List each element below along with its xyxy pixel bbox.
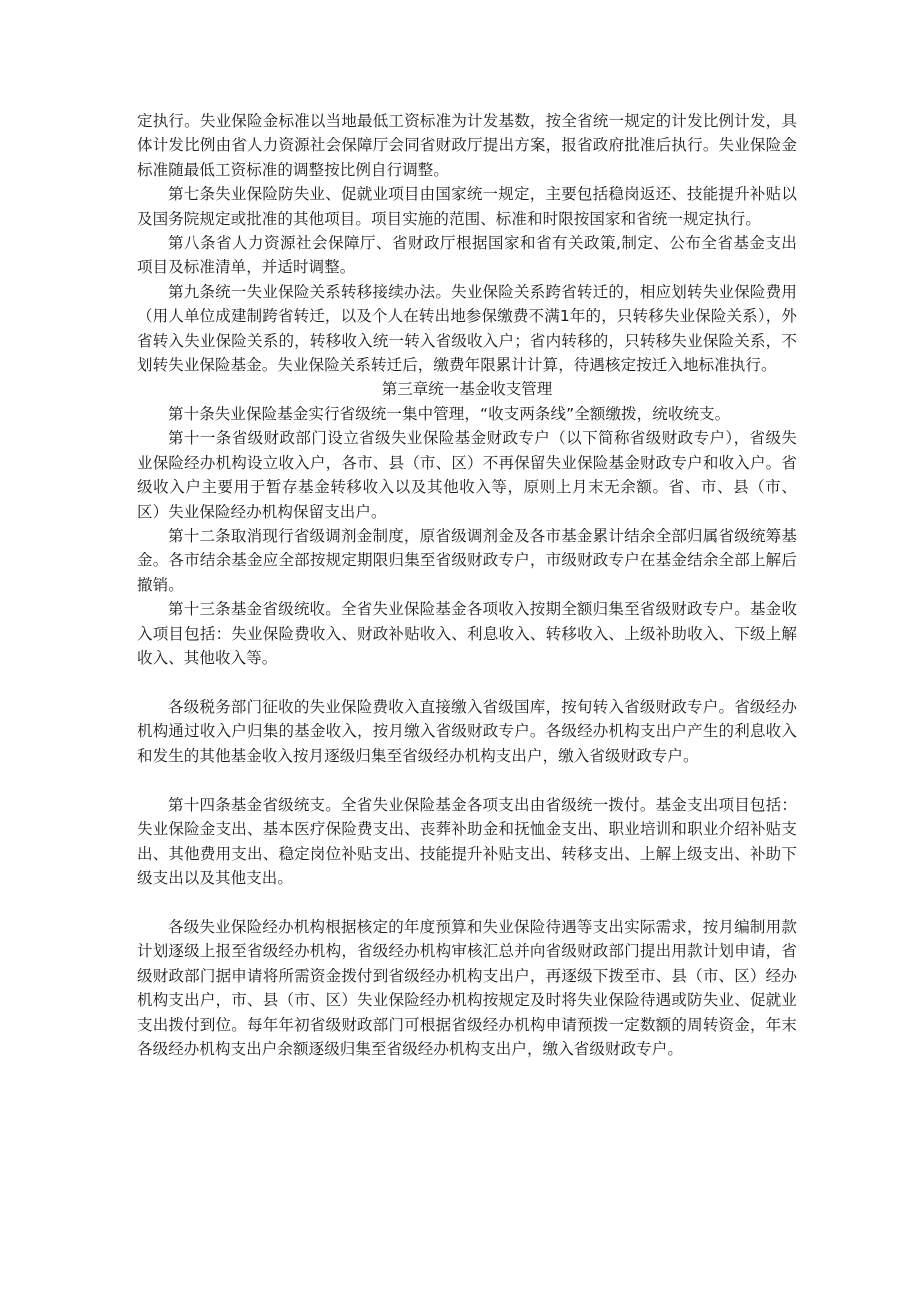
paragraph-spacer bbox=[137, 670, 797, 695]
paragraph-article-14: 第十四条基金省级统支。全省失业保险基金各项支出由省级统一拨付。基金支出项目包括：失业保险金支出、基本医疗保险费支出、丧葬补助金和抚恤金支出、职业培训和职业介绍补贴支出、其他费用支出、稳定岗位补贴支出、技能提升补贴支出、转移支出、上解上级支出、补助下级支出以及其他支出。 bbox=[137, 795, 797, 887]
paragraph-article-9: 第九条统一失业保险关系转移接续办法。失业保险关系跨省转迁的，相应划转失业保险费用（用人单位成建制跨省转迁，以及个人在转出地参保缴费不满1年的，只转移失业保险关系），外省转入失业保险关系的，转移收入统一转入省级收入户；省内转移的，只转移失业保险关系，不划转失业保险基金。失业保险关系转迁后，缴费年限累计计算，待遇核定按迁入地标准执行。 bbox=[137, 282, 797, 375]
paragraph-0: 定执行。失业保险金标准以当地最低工资标准为计发基数，按全省统一规定的计发比例计发，具体计发比例由省人力资源社会保障厅会同省财政厅提出方案，报省政府批准后执行。失业保险金标准随最低工资标准的调整按比例自行调整。 bbox=[137, 112, 797, 179]
paragraph-article-11: 第十一条省级财政部门设立省级失业保险基金财政专户（以下简称省级财政专户），省级失业保险经办机构设立收入户，各市、县（市、区）不再保留失业保险基金财政专户和收入户。省级收入户主要用于暂存基金转移收入以及其他收入等，原则上月末无余额。省、市、县（市、区）失业保险经办机构保留支出户。 bbox=[137, 429, 797, 521]
paragraph-spacer bbox=[137, 768, 797, 793]
chapter-heading: 第三章统一基金收支管理 bbox=[381, 380, 553, 399]
paragraph-article-13: 第十三条基金省级统收。全省失业保险基金各项收入按期全额归集至省级财政专户。基金收入项目包括：失业保险费收入、财政补贴收入、利息收入、转移收入、上级补助收入、下级上解收入、其他收入等。 bbox=[137, 600, 797, 667]
paragraph-spacer bbox=[137, 890, 797, 915]
paragraph-tax-collection: 各级税务部门征收的失业保险费收入直接缴入省级国库，按旬转入省级财政专户。省级经办机构通过收入户归集的基金收入，按月缴入省级财政专户。各级经办机构支出户产生的利息收入和发生的其他基金收入按月逐级归集至省级经办机构支出户，缴入省级财政专户。 bbox=[137, 697, 797, 765]
paragraph-article-10: 第十条失业保险基金实行省级统一集中管理，“收支两条线”全额缴拨，统收统支。 bbox=[168, 404, 731, 423]
document-page bbox=[137, 109, 797, 1061]
paragraph-article-7: 第七条失业保险防失业、促就业项目由国家统一规定，主要包括稳岗返还、技能提升补贴以及国务院规定或批准的其他项目。项目实施的范围、标准和时限按国家和省统一规定执行。 bbox=[137, 185, 797, 228]
paragraph-article-12: 第十二条取消现行省级调剂金制度，原省级调剂金及各市基金累计结余全部归属省级统筹基金。各市结余基金应全部按规定期限归集至省级财政专户，市级财政专户在基金结余全部上解后撤销。 bbox=[137, 526, 797, 594]
paragraph-disbursement: 各级失业保险经办机构根据核定的年度预算和失业保险待遇等支出实际需求，按月编制用款计划逐级上报至省级经办机构，省级经办机构审核汇总并向省级财政部门提出用款计划申请，省级财政部门据申请将所需资金拨付到省级经办机构支出户，再逐级下拨至市、县（市、区）经办机构支出户，市、县（市、区）失业保险经办机构按规定及时将失业保险待遇或防失业、促就业支出拨付到位。每年年初省级财政部门可根据省级经办机构申请预拨一定数额的周转资金，年末各级经办机构支出户余额逐级归集至省级经办机构支出户，缴入省级财政专户。 bbox=[137, 917, 797, 1058]
paragraph-article-8: 第八条省人力资源社会保障厅、省财政厅根据国家和省有关政策,制定、公布全省基金支出项目及标准清单，并适时调整。 bbox=[137, 234, 797, 277]
